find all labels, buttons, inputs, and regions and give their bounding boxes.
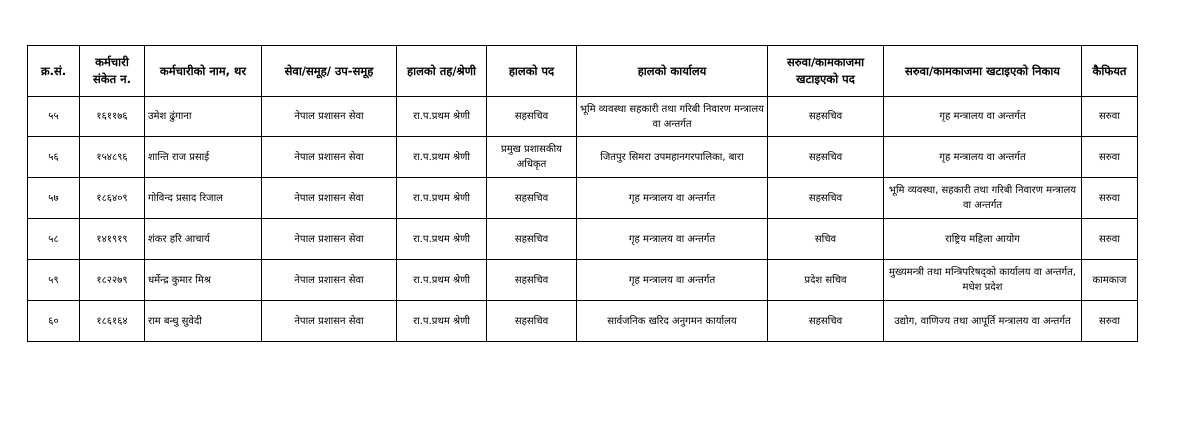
cell-code: १५४८९६ <box>80 137 145 178</box>
cell-office: जितपुर सिमरा उपमहानगरपालिका, बारा <box>577 137 768 178</box>
table-row <box>28 219 1138 260</box>
cell-service: नेपाल प्रशासन सेवा <box>262 301 397 342</box>
table-row <box>28 301 1138 342</box>
cell-post: सहसचिव <box>487 219 577 260</box>
cell-new-post: प्रदेश सचिव <box>768 260 884 301</box>
cell-code: १८६४०९ <box>80 178 145 219</box>
col-header-name: कर्मचारीको नाम, थर <box>145 46 262 97</box>
cell-sn: ५६ <box>28 137 80 178</box>
cell-new-office: राष्ट्रिय महिला आयोग <box>884 219 1082 260</box>
cell-remarks: सरुवा <box>1082 301 1138 342</box>
cell-post: सहसचिव <box>487 301 577 342</box>
cell-new-office: मुख्यमन्त्री तथा मन्त्रिपरिषद्को कार्यालय वा अन्तर्गत, मधेश प्रदेश <box>884 260 1082 301</box>
cell-remarks: सरुवा <box>1082 97 1138 137</box>
cell-remarks: सरुवा <box>1082 219 1138 260</box>
cell-level: रा.प.प्रथम श्रेणी <box>397 260 487 301</box>
col-header-level: हालको तह/श्रेणी <box>397 46 487 97</box>
cell-service: नेपाल प्रशासन सेवा <box>262 97 397 137</box>
cell-office: सार्वजनिक खरिद अनुगमन कार्यालय <box>577 301 768 342</box>
cell-name: गोविन्द प्रसाद रिजाल <box>145 178 262 219</box>
cell-level: रा.प.प्रथम श्रेणी <box>397 178 487 219</box>
cell-code: १६११७६ <box>80 97 145 137</box>
cell-service: नेपाल प्रशासन सेवा <box>262 260 397 301</box>
cell-new-post: सचिव <box>768 219 884 260</box>
cell-sn: ६० <box>28 301 80 342</box>
table-row <box>28 137 1138 178</box>
cell-level: रा.प.प्रथम श्रेणी <box>397 301 487 342</box>
cell-code: १४१९१९ <box>80 219 145 260</box>
transfer-table <box>27 45 1138 342</box>
col-header-post: हालको पद <box>487 46 577 97</box>
cell-code: १८२२७९ <box>80 260 145 301</box>
col-header-new-post: सरुवा/कामकाजमा खटाइएको पद <box>768 46 884 97</box>
col-header-sn: क्र.सं. <box>28 46 80 97</box>
cell-post: सहसचिव <box>487 178 577 219</box>
cell-name: शान्ति राज प्रसाई <box>145 137 262 178</box>
cell-code: १८६१६४ <box>80 301 145 342</box>
cell-sn: ५५ <box>28 97 80 137</box>
cell-office: गृह मन्त्रालय वा अन्तर्गत <box>577 178 768 219</box>
cell-remarks: सरुवा <box>1082 137 1138 178</box>
cell-office: गृह मन्त्रालय वा अन्तर्गत <box>577 219 768 260</box>
cell-service: नेपाल प्रशासन सेवा <box>262 178 397 219</box>
cell-office: गृह मन्त्रालय वा अन्तर्गत <box>577 260 768 301</box>
cell-new-post: सहसचिव <box>768 97 884 137</box>
cell-sn: ५७ <box>28 178 80 219</box>
cell-sn: ५९ <box>28 260 80 301</box>
cell-name: शंकर हरि आचार्य <box>145 219 262 260</box>
table-row <box>28 97 1138 137</box>
cell-new-post: सहसचिव <box>768 301 884 342</box>
cell-new-post: सहसचिव <box>768 137 884 178</box>
col-header-office: हालको कार्यालय <box>577 46 768 97</box>
cell-post: प्रमुख प्रशासकीय अधिकृत <box>487 137 577 178</box>
cell-new-office: गृह मन्त्रालय वा अन्तर्गत <box>884 97 1082 137</box>
cell-post: सहसचिव <box>487 97 577 137</box>
cell-new-office: भूमि व्यवस्था, सहकारी तथा गरिबी निवारण मन्त्रालय वा अन्तर्गत <box>884 178 1082 219</box>
cell-sn: ५८ <box>28 219 80 260</box>
cell-new-office: गृह मन्त्रालय वा अन्तर्गत <box>884 137 1082 178</box>
cell-new-office: उद्योग, वाणिज्य तथा आपूर्ति मन्त्रालय वा अन्तर्गत <box>884 301 1082 342</box>
col-header-code: कर्मचारी संकेत न. <box>80 46 145 97</box>
cell-service: नेपाल प्रशासन सेवा <box>262 137 397 178</box>
header-row <box>28 46 1138 97</box>
table-row <box>28 178 1138 219</box>
cell-level: रा.प.प्रथम श्रेणी <box>397 137 487 178</box>
cell-office: भूमि व्यवस्था सहकारी तथा गरिबी निवारण मन्त्रालय वा अन्तर्गत <box>577 97 768 137</box>
cell-name: राम बन्धु सुवेदी <box>145 301 262 342</box>
cell-new-post: सहसचिव <box>768 178 884 219</box>
cell-name: उमेश ढुंगाना <box>145 97 262 137</box>
cell-level: रा.प.प्रथम श्रेणी <box>397 97 487 137</box>
table-row <box>28 260 1138 301</box>
cell-post: सहसचिव <box>487 260 577 301</box>
cell-level: रा.प.प्रथम श्रेणी <box>397 219 487 260</box>
col-header-remarks: कैफियत <box>1082 46 1138 97</box>
cell-name: धर्मेन्द्र कुमार मिश्र <box>145 260 262 301</box>
col-header-new-office: सरुवा/कामकाजमा खटाइएको निकाय <box>884 46 1082 97</box>
cell-service: नेपाल प्रशासन सेवा <box>262 219 397 260</box>
cell-remarks: कामकाज <box>1082 260 1138 301</box>
cell-remarks: सरुवा <box>1082 178 1138 219</box>
col-header-service: सेवा/समूह/ उप-समूह <box>262 46 397 97</box>
